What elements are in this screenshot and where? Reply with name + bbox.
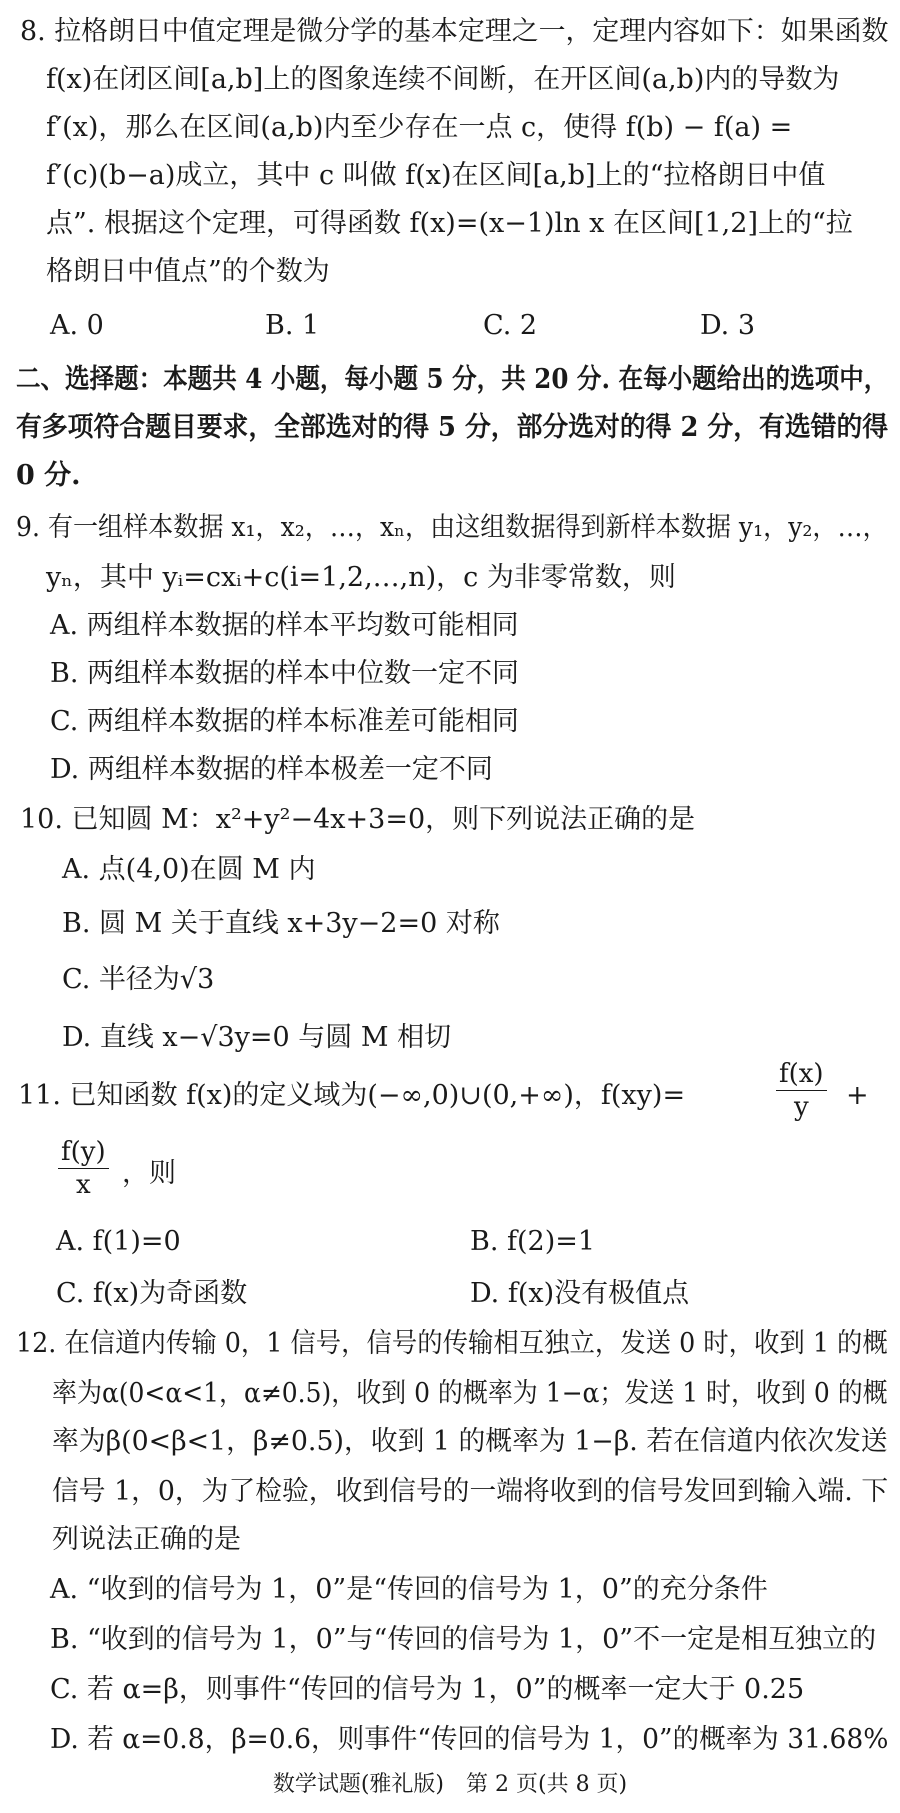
- q11-plus-sign: +: [846, 1080, 869, 1111]
- q11-fraction-1-denominator: y: [793, 1092, 809, 1122]
- q11-fraction-2-numerator: f(y): [58, 1136, 109, 1169]
- q9-option-c: C. 两组样本数据的样本标准差可能相同: [50, 706, 519, 737]
- q12-line-3: 率为β(0<β<1，β≠0.5)，收到 1 的概率为 1−β. 若在信道内依次发送: [52, 1426, 888, 1457]
- q10-option-b: B. 圆 M 关于直线 x+3y−2=0 对称: [62, 908, 500, 939]
- q9-option-d: D. 两组样本数据的样本极差一定不同: [50, 754, 493, 785]
- q8-line-6: 格朗日中值点”的个数为: [46, 256, 330, 287]
- q9-option-b: B. 两组样本数据的样本中位数一定不同: [50, 658, 520, 689]
- section-2-line-1: 二、选择题：本题共 4 小题，每小题 5 分，共 20 分. 在每小题给出的选项中，: [16, 364, 889, 395]
- q12-line-4: 信号 1，0，为了检验，收到信号的一端将收到的信号发回到输入端. 下: [52, 1476, 889, 1507]
- q8-line-5: 点”. 根据这个定理，可得函数 f(x)=(x−1)ln x 在区间[1,2]上的“拉: [46, 208, 853, 239]
- q8-line-3: f′(x)，那么在区间(a,b)内至少存在一点 c，使得 f(b) − f(a) =: [46, 112, 793, 143]
- q11-fraction-2-denominator: x: [75, 1170, 91, 1200]
- q8-line-4: f′(c)(b−a)成立，其中 c 叫做 f(x)在区间[a,b]上的“拉格朗日中值: [46, 160, 826, 191]
- q11-option-a: A. f(1)=0: [56, 1226, 181, 1257]
- q10-option-a: A. 点(4,0)在圆 M 内: [62, 854, 316, 885]
- q12-option-d: D. 若 α=0.8，β=0.6，则事件“传回的信号为 1，0”的概率为 31.68%: [50, 1724, 889, 1755]
- q11-fraction-fx-over-y: [776, 1058, 827, 1123]
- q11-fraction-fy-over-x: [58, 1136, 109, 1201]
- q8-option-b: B. 1: [265, 310, 320, 341]
- q8-options: [0, 306, 900, 346]
- q11-stem: 11. 已知函数 f(x)的定义域为(−∞,0)∪(0,+∞)，f(xy)=: [18, 1080, 686, 1111]
- q12-option-c: C. 若 α=β，则事件“传回的信号为 1，0”的概率一定大于 0.25: [50, 1674, 805, 1705]
- section-2-line-2: 有多项符合题目要求，全部选对的得 5 分，部分选对的得 2 分，有选错的得: [16, 412, 889, 443]
- q9-option-a: A. 两组样本数据的样本平均数可能相同: [50, 610, 519, 641]
- q11-option-b: B. f(2)=1: [470, 1226, 596, 1257]
- q12-option-b: B. “收到的信号为 1，0”与“传回的信号为 1，0”不一定是相互独立的: [50, 1624, 877, 1655]
- q11-options-row-2: [0, 1274, 900, 1314]
- q8-option-a: A. 0: [50, 310, 104, 341]
- q9-line-1: 9. 有一组样本数据 x₁，x₂，…，xₙ，由这组数据得到新样本数据 y₁，y₂，…，: [16, 512, 888, 543]
- q11-stem-tail: ，则: [122, 1158, 176, 1189]
- q10-option-d: D. 直线 x−√3y=0 与圆 M 相切: [62, 1022, 452, 1053]
- q12-option-a: A. “收到的信号为 1，0”是“传回的信号为 1，0”的充分条件: [50, 1574, 768, 1605]
- q8-option-c: C. 2: [483, 310, 538, 341]
- q9-line-2: yₙ，其中 yᵢ=cxᵢ+c(i=1,2,…,n)，c 为非零常数，则: [46, 562, 676, 593]
- section-2-line-3: 0 分.: [16, 460, 81, 491]
- q8-line-2: f(x)在闭区间[a,b]上的图象连续不间断，在开区间(a,b)内的导数为: [46, 64, 840, 95]
- q11-option-c: C. f(x)为奇函数: [56, 1278, 248, 1309]
- q10-stem: 10. 已知圆 M：x²+y²−4x+3=0，则下列说法正确的是: [20, 804, 696, 835]
- page-footer: 数学试题(雅礼版) 第 2 页(共 8 页): [272, 1772, 628, 1797]
- q10-option-c: C. 半径为√3: [62, 964, 215, 995]
- q11-fraction-1-numerator: f(x): [776, 1058, 827, 1091]
- q11-option-d: D. f(x)没有极值点: [470, 1278, 690, 1309]
- q12-line-2: 率为α(0<α<1，α≠0.5)，收到 0 的概率为 1−α；发送 1 时，收到 0 的概: [52, 1378, 888, 1409]
- q12-line-1: 12. 在信道内传输 0，1 信号，信号的传输相互独立，发送 0 时，收到 1 的概: [16, 1328, 888, 1359]
- q12-line-5: 列说法正确的是: [52, 1524, 241, 1555]
- q8-option-d: D. 3: [700, 310, 756, 341]
- q11-options-row-1: [0, 1222, 900, 1262]
- q8-line-1: 8. 拉格朗日中值定理是微分学的基本定理之一，定理内容如下：如果函数: [20, 16, 889, 47]
